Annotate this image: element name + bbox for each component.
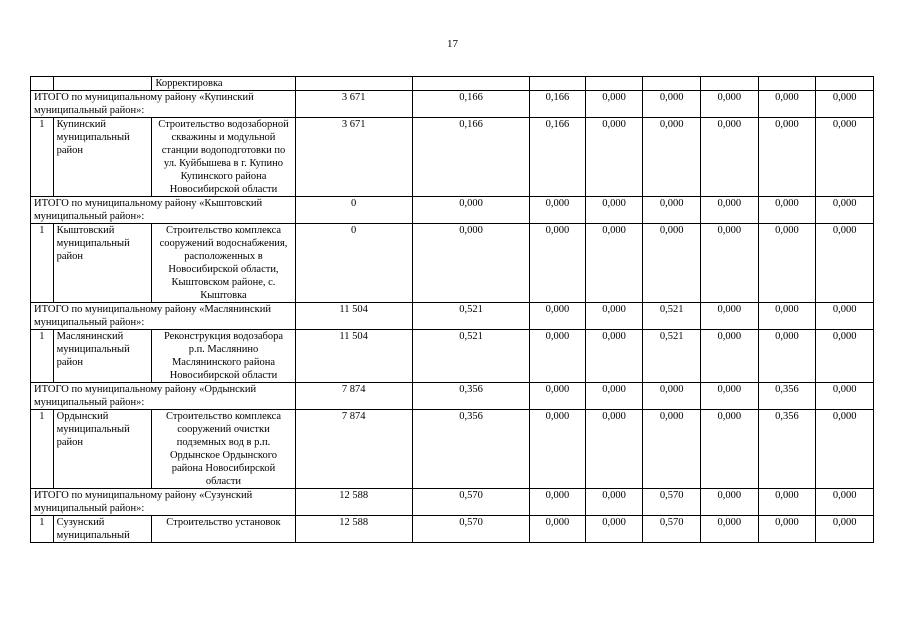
total-value: 0,521 [643,303,701,330]
project-cost: 11 504 [295,330,412,383]
project-value: 0,000 [758,224,816,303]
total-value: 0,000 [758,489,816,516]
total-label: ИТОГО по муниципальному району «Купинский муниципальный район»: [31,91,296,118]
total-value: 0,000 [701,303,759,330]
project-description: Строительство комплекса сооружений водоснабжения, расположенных в Новосибирской области, Кыштовском районе, с. Кыштовка [152,224,295,303]
total-value: 0,166 [412,91,529,118]
total-value: 0,000 [585,91,643,118]
district-name: Кыштовский муниципальный район [53,224,152,303]
total-value: 0,000 [530,197,586,224]
project-row [31,224,874,303]
project-description: Строительство установок [152,516,295,543]
project-row [31,516,874,543]
total-value: 0,000 [643,91,701,118]
cell-value [412,77,529,91]
project-cost: 3 671 [295,118,412,197]
total-value: 0,000 [585,383,643,410]
project-value: 0,166 [412,118,529,197]
total-value: 0,000 [701,197,759,224]
total-value: 0,000 [701,489,759,516]
project-description: Строительство водозаборной скважины и модульной станции водоподготовки по ул. Куйбышева в г. Купино Купинского района Новосибирской области [152,118,295,197]
row-number: 1 [31,330,54,383]
total-value: 0,000 [643,383,701,410]
total-row [31,383,874,410]
total-value: 0,000 [701,383,759,410]
financing-table [30,76,874,543]
total-value: 0,000 [816,303,874,330]
project-value: 0,000 [701,516,759,543]
project-value: 0,000 [643,224,701,303]
row-number: 1 [31,224,54,303]
total-label: ИТОГО по муниципальному району «Кыштовский муниципальный район»: [31,197,296,224]
project-value: 0,000 [701,410,759,489]
total-row [31,197,874,224]
project-value: 0,000 [530,516,586,543]
total-value: 0,000 [585,303,643,330]
total-value: 0,000 [816,489,874,516]
cell-district [53,77,152,91]
cell-value [643,77,701,91]
project-value: 0,000 [643,410,701,489]
project-value: 0,000 [701,330,759,383]
project-value: 0,000 [758,330,816,383]
total-value: 0,521 [412,303,529,330]
project-row [31,410,874,489]
total-cost: 3 671 [295,91,412,118]
total-value: 0,356 [758,383,816,410]
total-cost: 12 588 [295,489,412,516]
project-value: 0,000 [530,330,586,383]
cell-value [530,77,586,91]
total-value: 0,000 [585,489,643,516]
row-number: 1 [31,516,54,543]
total-value: 0,000 [816,91,874,118]
cell-value [816,77,874,91]
total-value: 0,000 [530,303,586,330]
project-value: 0,356 [412,410,529,489]
project-cost: 12 588 [295,516,412,543]
district-name: Сузунский муниципальный [53,516,152,543]
total-value: 0,166 [530,91,586,118]
carry-over-row [31,77,874,91]
project-value: 0,000 [758,516,816,543]
project-value: 0,000 [530,410,586,489]
total-value: 0,570 [643,489,701,516]
total-cost: 7 874 [295,383,412,410]
page-number: 17 [447,38,458,50]
cell-object: Корректировка [152,77,295,91]
project-value: 0,521 [412,330,529,383]
total-value: 0,000 [585,197,643,224]
cell-cost [295,77,412,91]
project-value: 0,000 [816,516,874,543]
total-row [31,91,874,118]
project-value: 0,000 [643,118,701,197]
row-number: 1 [31,410,54,489]
total-value: 0,000 [758,91,816,118]
project-value: 0,000 [758,118,816,197]
total-cost: 11 504 [295,303,412,330]
project-row [31,330,874,383]
total-cost: 0 [295,197,412,224]
project-value: 0,000 [585,330,643,383]
total-value: 0,000 [816,197,874,224]
total-value: 0,000 [758,303,816,330]
total-value: 0,356 [412,383,529,410]
project-value: 0,000 [701,118,759,197]
total-row [31,489,874,516]
project-value: 0,000 [816,410,874,489]
total-label: ИТОГО по муниципальному району «Ордынский муниципальный район»: [31,383,296,410]
project-value: 0,000 [816,224,874,303]
project-value: 0,000 [412,224,529,303]
total-value: 0,000 [643,197,701,224]
project-value: 0,000 [816,330,874,383]
total-value: 0,570 [412,489,529,516]
project-cost: 7 874 [295,410,412,489]
total-value: 0,000 [758,197,816,224]
total-value: 0,000 [530,489,586,516]
row-number: 1 [31,118,54,197]
total-value: 0,000 [816,383,874,410]
project-value: 0,166 [530,118,586,197]
district-name: Купинский муниципальный район [53,118,152,197]
project-value: 0,570 [412,516,529,543]
total-value: 0,000 [701,91,759,118]
project-value: 0,000 [701,224,759,303]
project-value: 0,570 [643,516,701,543]
district-name: Маслянинский муниципальный район [53,330,152,383]
total-row [31,303,874,330]
project-row [31,118,874,197]
total-label: ИТОГО по муниципальному району «Маслянинский муниципальный район»: [31,303,296,330]
project-value: 0,000 [585,516,643,543]
district-name: Ордынский муниципальный район [53,410,152,489]
project-value: 0,000 [585,118,643,197]
cell-value [585,77,643,91]
cell-num [31,77,54,91]
cell-value [701,77,759,91]
project-value: 0,356 [758,410,816,489]
project-cost: 0 [295,224,412,303]
total-value: 0,000 [530,383,586,410]
project-description: Строительство комплекса сооружений очистки подземных вод в р.п. Ордынское Ордынского района Новосибирской области [152,410,295,489]
project-value: 0,000 [585,410,643,489]
total-value: 0,000 [412,197,529,224]
cell-value [758,77,816,91]
project-value: 0,000 [585,224,643,303]
total-label: ИТОГО по муниципальному району «Сузунский муниципальный район»: [31,489,296,516]
project-value: 0,000 [530,224,586,303]
project-description: Реконструкция водозабора р.п. Маслянино Маслянинского района Новосибирской области [152,330,295,383]
project-value: 0,000 [816,118,874,197]
project-value: 0,521 [643,330,701,383]
